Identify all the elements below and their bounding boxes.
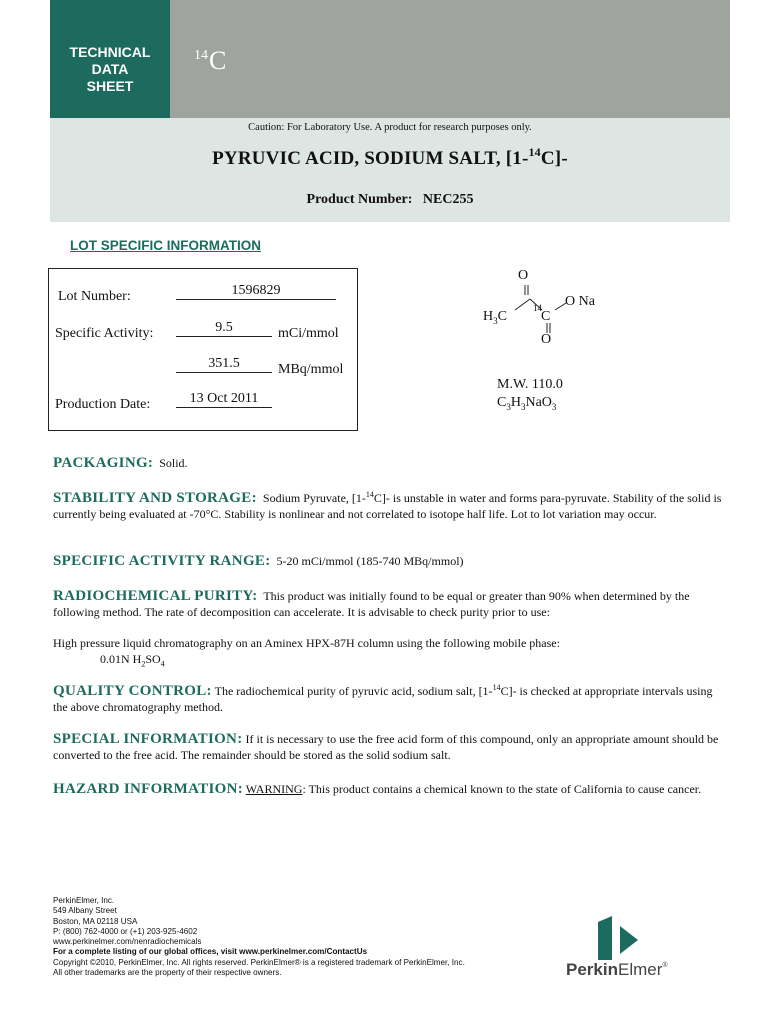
structure-c-carboxyl: C (541, 309, 551, 324)
lot-info-heading: LOT SPECIFIC INFORMATION (70, 238, 261, 253)
activity-range-text: 5-20 mCi/mmol (185-740 MBq/mmol) (276, 554, 464, 568)
specific-activity-mbq-value: 351.5 (176, 356, 272, 373)
structure-o-top: O (518, 268, 529, 283)
special-section (53, 731, 723, 763)
quality-heading: QUALITY CONTROL: (53, 683, 212, 699)
footer-city: Boston, MA 02118 USA (53, 916, 138, 926)
hazard-warning: WARNING (245, 782, 303, 796)
product-title (50, 145, 730, 170)
radiochemical-section (53, 588, 723, 620)
specific-activity-mci-value: 9.5 (176, 320, 272, 337)
bond-ch3-c1 (515, 299, 530, 310)
mobile-phase-sub2: 4 (160, 659, 165, 669)
footer-copyright: Copyright ©2010, PerkinElmer, Inc. All rights reserved. PerkinElmer® is a registered trademark of PerkinElmer, Inc. (53, 957, 465, 967)
quality-section (53, 680, 723, 715)
stability-section (53, 487, 723, 522)
production-date-label: Production Date: (55, 397, 151, 412)
logo-reg-mark: ® (662, 962, 668, 969)
title-part2: C]- (540, 148, 568, 169)
perkinelmer-logo-text (566, 960, 668, 980)
quality-sup: 14 (492, 683, 501, 692)
activity-range-section (53, 553, 723, 569)
specific-activity-label: Specific Activity: (55, 326, 154, 341)
formula-nao: NaO (525, 395, 552, 410)
special-heading: SPECIAL INFORMATION: (53, 731, 243, 747)
structure-o-bottom: O (541, 332, 552, 347)
structure-label-14: 14 (533, 303, 542, 313)
footer-company: PerkinElmer, Inc. (53, 896, 115, 905)
stability-text-pre: Sodium Pyruvate, [1- (262, 491, 366, 505)
structure-c-methyl: C (497, 309, 507, 324)
unit-mci: mCi/mmol (278, 326, 339, 341)
stability-text-post: C]- is unstable in water and forms para-pyruvate. Stability of the solid is currently being evaluated at -70°C. Stability is nonlinear and not correlated to isotope half life. Lot to lot variation may occur. (53, 491, 722, 521)
footer-offices-link[interactable]: For a complete listing of our global offices, visit www.perkinelmer.com/ContactUs (53, 947, 368, 957)
molecular-formula (497, 395, 556, 412)
lot-number-label: Lot Number: (58, 289, 131, 304)
hazard-text: : This product contains a chemical known to the state of California to cause cancer. (302, 782, 702, 796)
structure-ch3 (483, 309, 507, 326)
lot-number-value: 1596829 (176, 283, 336, 300)
caution-note: Caution: For Laboratory Use. A product for research purposes only. (248, 122, 532, 133)
footer-address (53, 896, 465, 978)
product-number: Product Number: NEC255 (306, 192, 474, 207)
quality-text-pre: The radiochemical purity of pyruvic acid, sodium salt, [1- (214, 684, 493, 698)
formula-h: H (510, 395, 521, 410)
isotope-mass: 14 (194, 48, 208, 63)
unit-mbq: MBq/mmol (278, 362, 344, 377)
doc-type-label: TECHNICAL DATA SHEET (69, 44, 151, 94)
hazard-heading: HAZARD INFORMATION: (53, 781, 243, 797)
formula-sub-h: 3 (520, 401, 526, 412)
footer-website[interactable]: www.perkinelmer.com/nenradiochemicals (53, 937, 202, 947)
packaging-section (53, 455, 723, 471)
structure-h: H (483, 309, 494, 324)
mobile-phase-mid: SO (145, 652, 161, 666)
footer-street: 549 Albany Street (53, 906, 117, 916)
logo-text-elmer: Elmer (617, 960, 663, 979)
radiochemical-text: This product was initially found to be equal or greater than 90% when determined by the following method. The rate of decomposition can accelerate. It is advisable to check purity prior to use: (53, 589, 690, 619)
packaging-text: Solid. (159, 456, 188, 470)
formula-sub-o: 3 (551, 401, 557, 412)
stability-sup: 14 (365, 490, 374, 499)
isotope-label (194, 46, 226, 76)
activity-range-heading: SPECIFIC ACTIVITY RANGE: (53, 553, 271, 569)
hazard-section (53, 781, 723, 797)
structure-sub3: 3 (493, 315, 498, 326)
formula-c: C (497, 395, 507, 410)
mobile-phase (100, 651, 770, 672)
radiochemical-heading: RADIOCHEMICAL PURITY: (53, 588, 258, 604)
logo-text-perkin: Perkin (566, 960, 618, 979)
quality-text-post: C]- is checked at appropriate intervals using the above chromatography method. (53, 684, 713, 714)
mobile-phase-sub1: 2 (141, 659, 146, 669)
formula-sub-c: 3 (506, 401, 511, 412)
structure-o-na: O Na (565, 294, 595, 309)
isotope-symbol: C (209, 46, 227, 75)
logo-bar (598, 916, 612, 960)
molecular-weight: M.W. 110.0 (497, 377, 563, 392)
footer-phone: P: (800) 762-4000 or (+1) 203-925-4602 (53, 926, 198, 936)
special-text: If it is necessary to use the free acid form of this compound, only an appropriate amount should be converted to the free acid. The remainder should be stored as the solid sodium salt. (53, 732, 719, 762)
title-part1: PYRUVIC ACID, SODIUM SALT, [1- (212, 148, 529, 169)
perkinelmer-logo-icon (596, 916, 646, 960)
footer-trademarks: All other trademarks are the property of their respective owners. (53, 968, 282, 978)
production-date-value: 13 Oct 2011 (176, 391, 272, 408)
radiochemical-method: High pressure liquid chromatography on an Aminex HPX-87H column using the following mobile phase: (53, 636, 560, 650)
stability-heading: STABILITY AND STORAGE: (53, 490, 257, 506)
title-superscript: 14 (528, 145, 541, 159)
mobile-phase-pre: 0.01N H (100, 652, 142, 666)
logo-arrow (620, 926, 638, 954)
packaging-heading: PACKAGING: (53, 455, 154, 471)
